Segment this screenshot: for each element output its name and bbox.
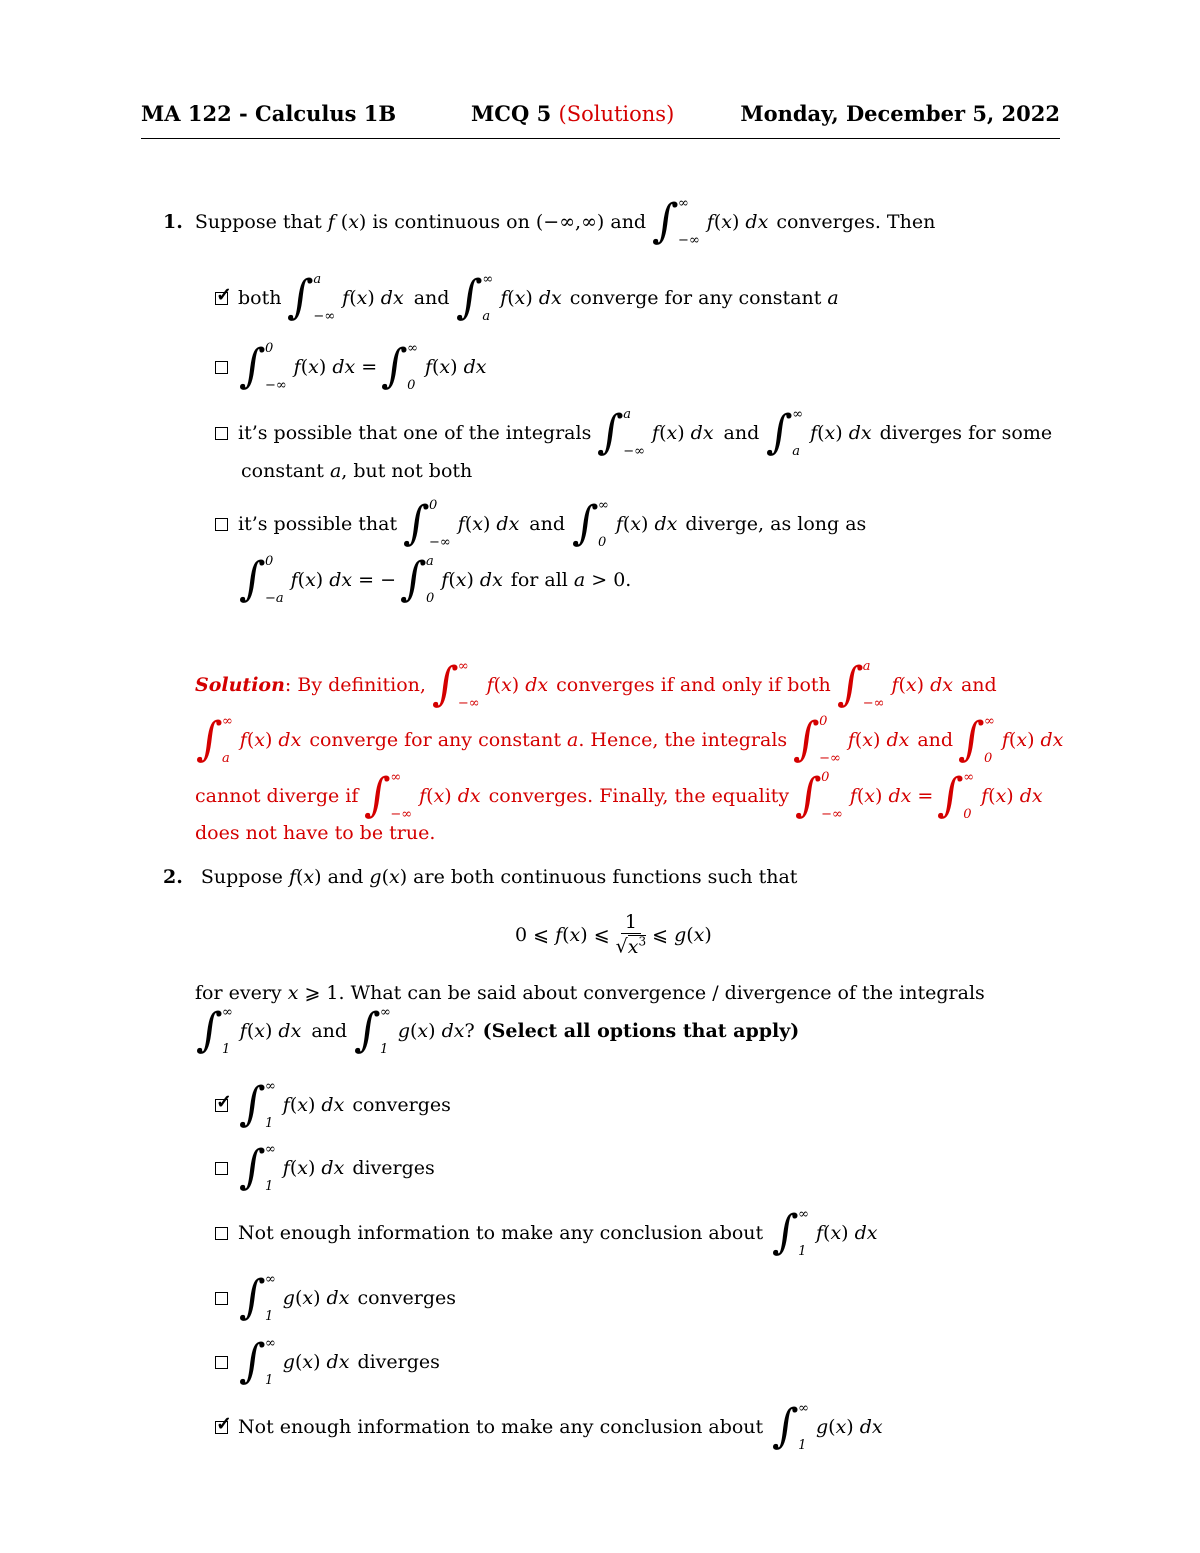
solution-line-3 — [195, 766, 1043, 826]
q2-text: and — [311, 1020, 348, 1042]
option-text: diverges — [352, 1157, 435, 1179]
solutions-tag: (Solutions) — [558, 102, 675, 126]
option-text: diverges — [357, 1351, 440, 1373]
math: g(x) — [369, 866, 408, 888]
integral: ∫ ∞ −∞ — [431, 657, 480, 712]
option-text: and — [723, 422, 760, 444]
math: f(x) dx — [342, 287, 404, 309]
q1-number: 1. — [163, 211, 183, 233]
integral: ∫ ∞ a — [195, 712, 233, 767]
solution-text: converge for any constant — [309, 729, 561, 751]
math: 0 ⩽ — [515, 924, 550, 946]
q2-option-a[interactable] — [215, 1075, 451, 1135]
solution-text: and — [917, 729, 954, 751]
checkbox-checked-icon[interactable] — [215, 292, 228, 305]
solution-text: and — [960, 674, 997, 696]
math: f(x) dx — [891, 674, 953, 696]
math: f(x) dx — [457, 513, 520, 535]
q2-option-e[interactable] — [215, 1332, 440, 1392]
option-text: converges — [357, 1287, 456, 1309]
option-text: , but not both — [341, 460, 473, 482]
fraction — [616, 911, 646, 960]
q1-option-d-cont — [238, 550, 631, 610]
integral: ∫ a −∞ — [836, 657, 885, 712]
math: f(x) — [288, 866, 322, 888]
math: g(x) dx — [282, 1351, 350, 1373]
integral: ∫ ∞ a — [455, 270, 494, 325]
solution-text: converges if and only if both — [556, 674, 831, 696]
math: f(x) dx — [615, 513, 678, 535]
integral: ∫ a −∞ — [596, 405, 646, 460]
math: a — [827, 287, 839, 309]
math: a — [329, 460, 342, 482]
math: (x) — [340, 211, 367, 233]
integral: ∫ 0 −a — [238, 552, 284, 607]
quiz-name: MCQ 5 — [471, 101, 552, 126]
integral: ∫ 0 −∞ — [402, 496, 451, 551]
math: f(x) dx = — [293, 356, 378, 378]
q1-option-c-cont — [241, 460, 472, 482]
math: a > 0. — [573, 569, 632, 591]
q2-number: 2. — [163, 866, 183, 888]
option-text: and — [529, 513, 566, 535]
option-text: both — [238, 287, 282, 309]
integral: ∫ 0 −∞ — [238, 339, 287, 394]
q2-stem — [163, 866, 797, 888]
q2-option-f[interactable] — [215, 1397, 883, 1457]
checkbox-icon[interactable] — [215, 1292, 228, 1305]
integral: ∫ ∞ 1 — [238, 1270, 276, 1325]
math: g(x) dx — [282, 1287, 350, 1309]
math: f(x) ⩽ — [555, 924, 610, 946]
q2-text: What can be said about convergence / divergence of the integrals — [350, 982, 985, 1004]
q1-stem-text: Suppose that — [194, 211, 322, 233]
math: f(x) dx — [282, 1094, 345, 1116]
math: a — [566, 729, 579, 751]
math: f — [327, 211, 335, 233]
math: f(x) dx — [706, 211, 769, 233]
math: f(x) dx — [1001, 729, 1064, 751]
course-title: MA 122 - Calculus 1B — [141, 101, 397, 126]
solution-text: : By definition, — [284, 674, 426, 696]
integral: ∫ ∞ −∞ — [651, 194, 700, 249]
fraction-denominator: $√x^3$ — [615, 934, 647, 958]
q1-option-d[interactable] — [215, 494, 866, 554]
q1-stem-text: is continuous on (−∞,∞) and — [372, 211, 647, 233]
select-all-note: (Select all options that apply) — [482, 1020, 800, 1042]
integral: ∫ ∞ 1 — [238, 1334, 276, 1389]
solution-text: converges. Finally, the equality — [488, 785, 790, 807]
q1-option-b[interactable] — [215, 337, 486, 397]
q1-stem-text: converges. Then — [776, 211, 936, 233]
q2-option-c[interactable] — [215, 1203, 878, 1263]
math: f(x) dx — [847, 729, 910, 751]
math: f(x) dx — [810, 422, 872, 444]
integral: ∫ a 0 — [399, 552, 435, 607]
checkbox-icon[interactable] — [215, 1227, 228, 1240]
math: f(x) dx — [486, 674, 549, 696]
option-text: diverge, as long as — [685, 513, 867, 535]
option-text: it’s possible that one of the integrals — [238, 422, 592, 444]
math: g(x) dx? — [397, 1020, 475, 1042]
q2-stem-text: and — [327, 866, 364, 888]
q1-option-a[interactable] — [215, 268, 839, 328]
math: f(x) dx — [282, 1157, 345, 1179]
integral: ∫ ∞ 1 — [771, 1205, 809, 1260]
solution-line-2 — [195, 710, 1063, 770]
math: f(x) dx = − — [290, 569, 397, 591]
math: f(x) dx — [652, 422, 714, 444]
option-text: converges — [352, 1094, 451, 1116]
solution-label: Solution — [195, 674, 285, 696]
option-text: and — [413, 287, 450, 309]
option-text: Not enough information to make any conclusion about — [238, 1416, 764, 1438]
math: f(x) dx — [424, 356, 487, 378]
integral: ∫ ∞ 1 — [238, 1077, 276, 1132]
math: f(x) dx — [500, 287, 562, 309]
quiz-date: Monday, December 5, 2022 — [740, 101, 1060, 126]
math: ⩽ g(x) — [652, 924, 712, 946]
integral: ∫ ∞ −∞ — [363, 768, 413, 823]
checkbox-checked-icon[interactable] — [215, 1099, 228, 1112]
integral: ∫ ∞ 1 — [771, 1399, 809, 1454]
math: g(x) dx — [815, 1416, 883, 1438]
option-text: for all — [510, 569, 568, 591]
integral: ∫ ∞ 1 — [195, 1003, 233, 1058]
integral: ∫ ∞ 1 — [353, 1003, 391, 1058]
checkbox-icon[interactable] — [215, 1356, 228, 1369]
integral: ∫ ∞ 1 — [238, 1140, 276, 1195]
option-text: converge for any constant — [569, 287, 822, 309]
math: f(x) dx — [981, 785, 1043, 807]
integral: ∫ ∞ 0 — [957, 712, 995, 767]
q1-option-c[interactable] — [215, 403, 1052, 463]
q2-option-d[interactable] — [215, 1268, 456, 1328]
checkbox-checked-icon[interactable] — [215, 1421, 228, 1434]
integral: ∫ ∞ a — [765, 405, 804, 460]
q1-stem — [163, 192, 935, 252]
solution-line-4: does not have to be true. — [195, 822, 436, 844]
integral: ∫ ∞ 0 — [571, 496, 609, 551]
q2-stem-text: are both continuous functions such that — [413, 866, 798, 888]
q2-stem-text: Suppose — [200, 866, 283, 888]
option-text: diverges for some — [879, 422, 1053, 444]
option-text: it’s possible that — [238, 513, 398, 535]
math: f(x) dx = — [849, 785, 934, 807]
math: f(x) dx — [441, 569, 503, 591]
option-text: constant — [241, 460, 324, 482]
integral: ∫ 0 −∞ — [792, 712, 841, 767]
option-text: Not enough information to make any conclusion about — [238, 1222, 764, 1244]
solution-text: . Hence, the integrals — [578, 729, 788, 751]
math: f(x) dx — [239, 1020, 302, 1042]
q2-text: for every — [195, 982, 282, 1004]
fraction-numerator: 1 — [621, 911, 641, 935]
integral: ∫ ∞ 0 — [380, 339, 418, 394]
math: f(x) dx — [815, 1222, 878, 1244]
integral: ∫ ∞ 0 — [936, 768, 975, 823]
q2-option-b[interactable] — [215, 1138, 435, 1198]
checkbox-icon[interactable] — [215, 518, 228, 531]
solution-text: cannot diverge if — [195, 785, 359, 807]
q2-followup-2 — [195, 1001, 799, 1061]
math: x ⩾ 1. — [287, 982, 345, 1004]
integral: ∫ 0 −∞ — [794, 768, 843, 823]
math: f(x) dx — [239, 729, 302, 751]
checkbox-icon[interactable] — [215, 361, 228, 374]
header-rule — [141, 138, 1060, 139]
solution-line-1 — [195, 655, 997, 715]
integral: ∫ a −∞ — [286, 270, 336, 325]
checkbox-icon[interactable] — [215, 427, 228, 440]
quiz-title — [471, 101, 674, 126]
checkbox-icon[interactable] — [215, 1162, 228, 1175]
math: f(x) dx — [419, 785, 481, 807]
q2-inequality — [515, 905, 712, 965]
